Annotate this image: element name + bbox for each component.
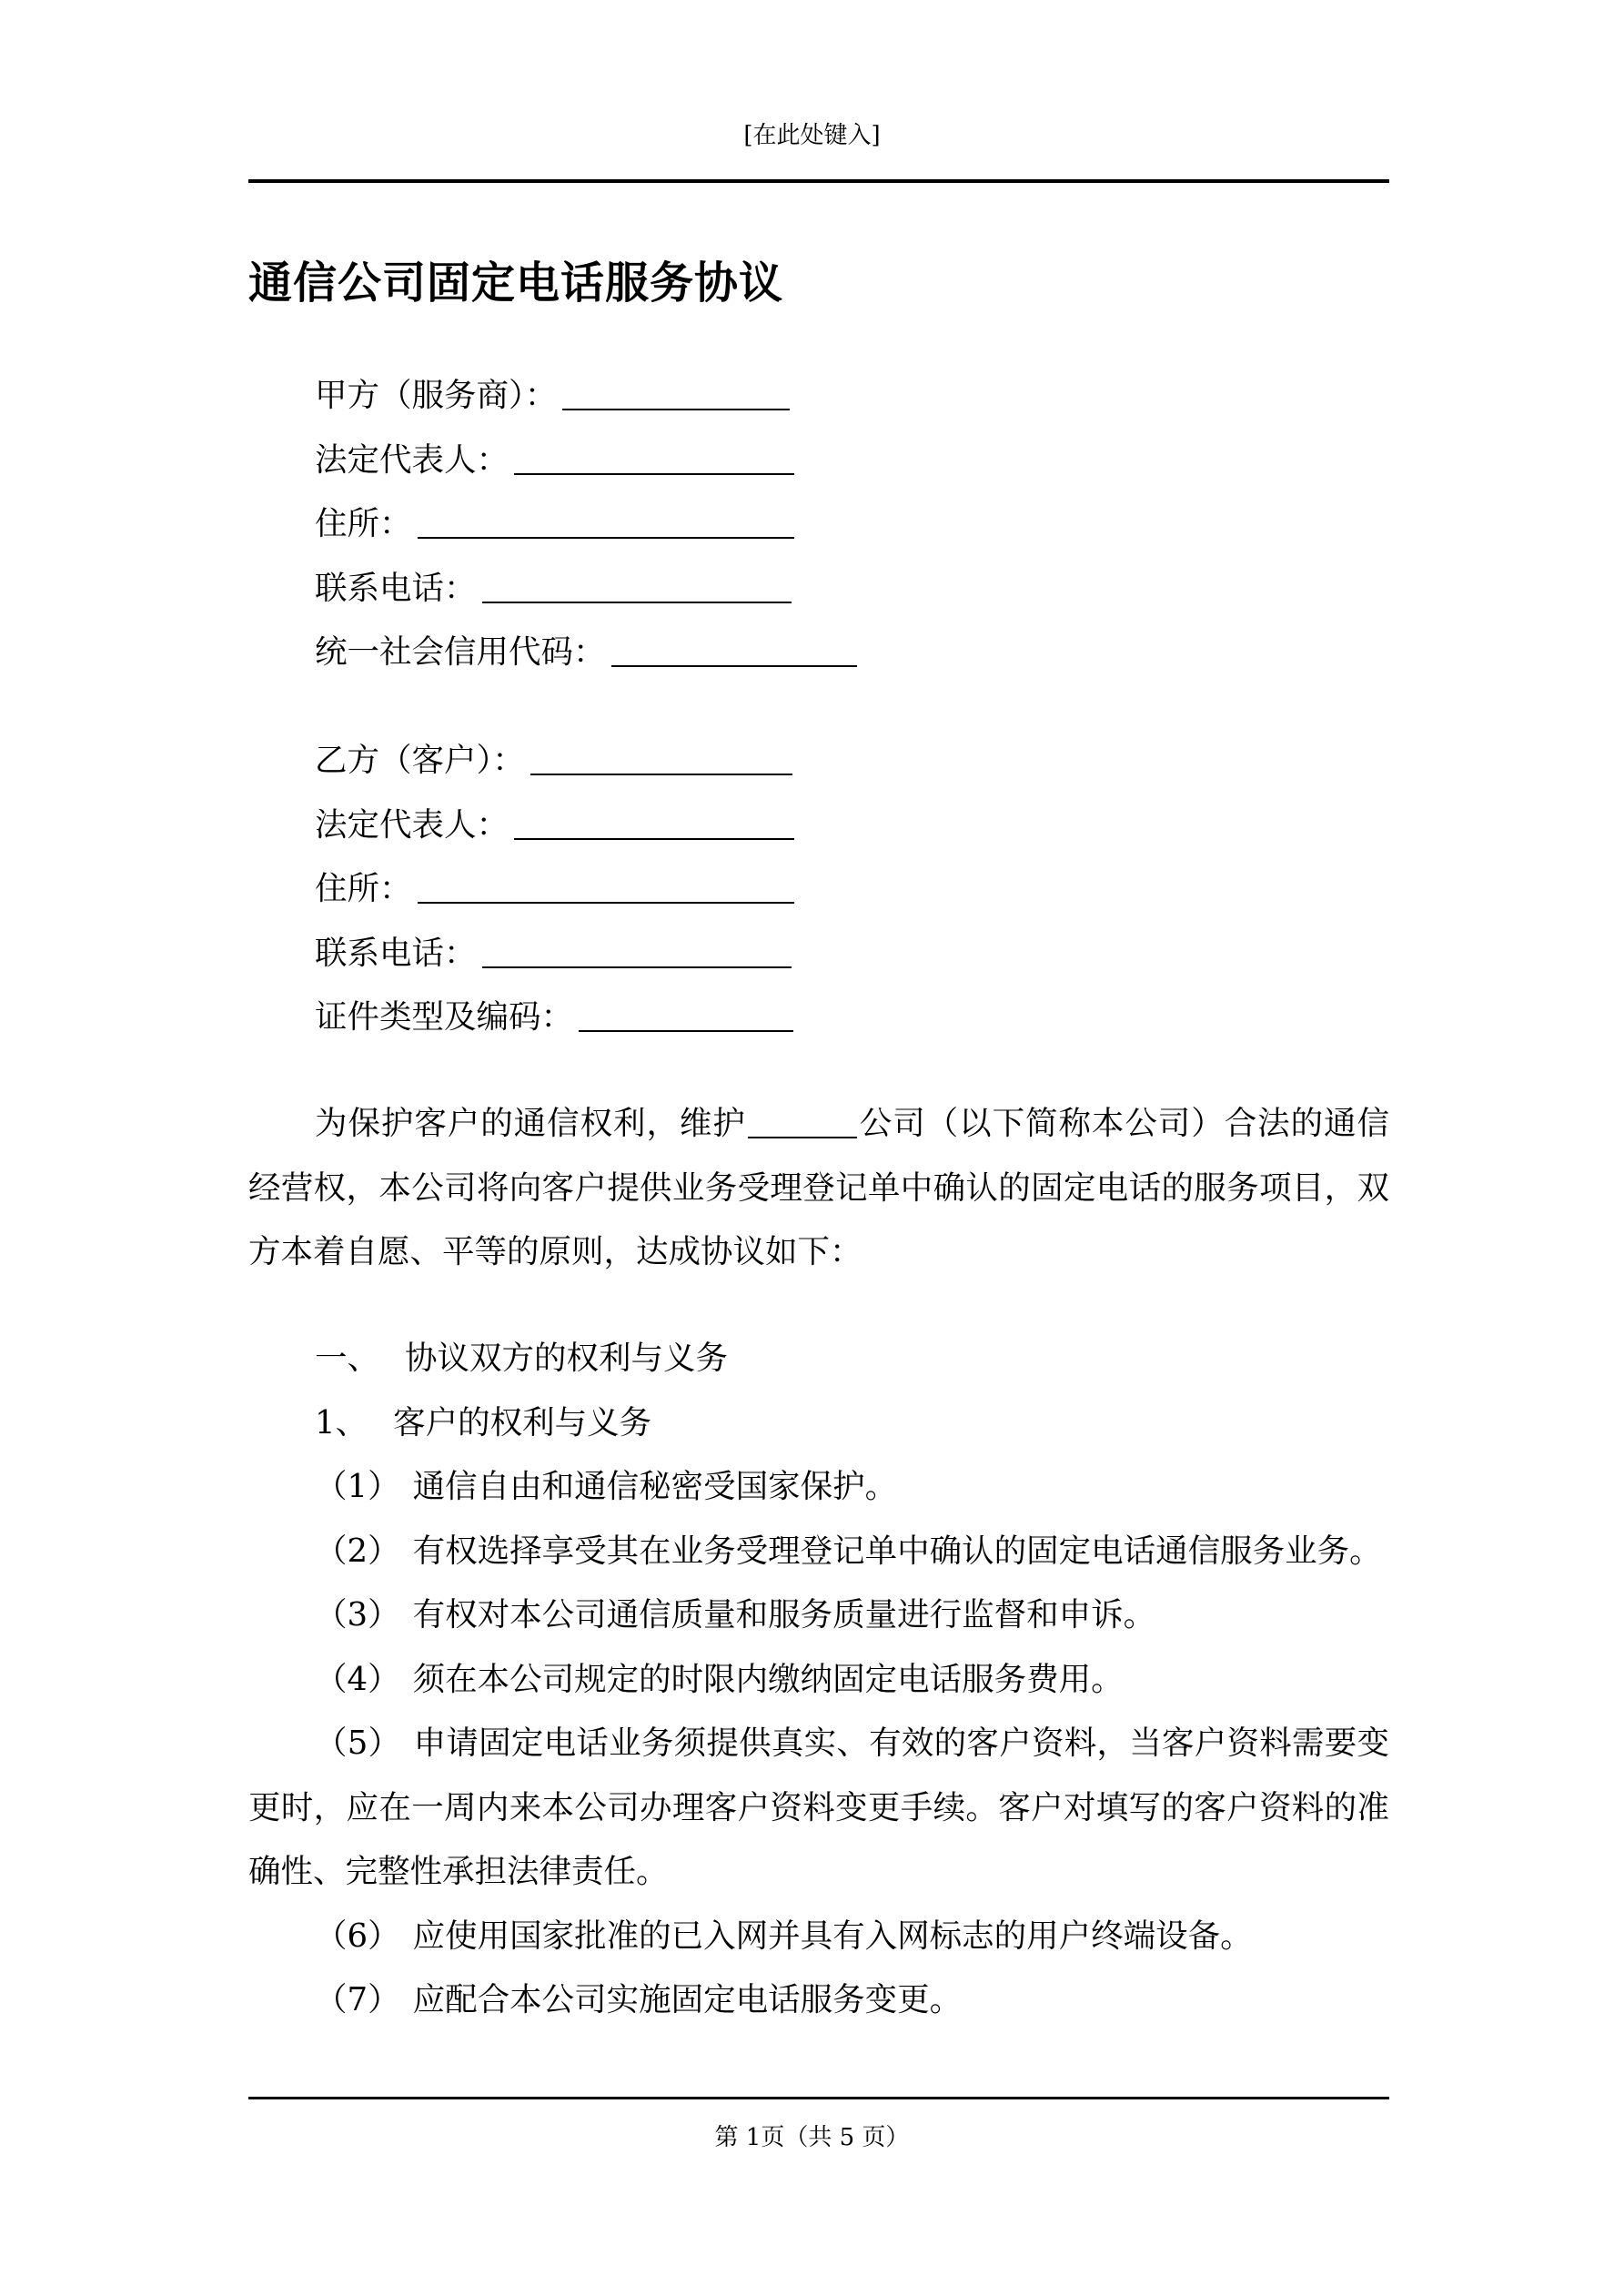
field-label: 住所： (315, 870, 412, 907)
item-text: 通信自由和通信秘密受国家保护。 (412, 1468, 898, 1505)
list-item (248, 1583, 1389, 1648)
list-item (248, 1520, 1389, 1584)
form-line (248, 986, 1389, 1050)
list-item (248, 1712, 1389, 1905)
footer-rule (248, 2097, 1389, 2099)
page-header[interactable]: [在此处键入] (743, 122, 881, 149)
list-item (248, 1648, 1389, 1713)
list-item (248, 1905, 1389, 1969)
intro-text-before: 为保护客户的通信权利，维护 (315, 1105, 746, 1142)
field-label: 证件类型及编码： (315, 998, 574, 1036)
form-line (248, 922, 1389, 986)
form-line (248, 364, 1389, 429)
list-item (248, 1455, 1389, 1520)
item-number: （5） (315, 1725, 401, 1762)
field-label: 联系电话： (315, 934, 477, 972)
section-title: 协议双方的权利与义务 (405, 1340, 729, 1377)
form-line (248, 857, 1389, 922)
section-heading (248, 1327, 1389, 1391)
blank-field[interactable] (418, 503, 794, 539)
item-number: （1） (315, 1468, 400, 1505)
item-text: 须在本公司规定的时限内缴纳固定电话服务费用。 (412, 1660, 1124, 1698)
blank-field[interactable] (530, 740, 792, 775)
item-number: （3） (315, 1596, 400, 1633)
blank-field[interactable] (514, 804, 794, 840)
item-text: 申请固定电话业务须提供真实、有效的客户资料，当客户资料需要变更时，应在一周内来本公司办理客户资料变更手续。客户对填写的客户资料的准确性、完整性承担法律责任。 (248, 1725, 1389, 1890)
field-label: 法定代表人： (315, 440, 509, 479)
blank-field[interactable] (579, 996, 793, 1032)
form-line (248, 729, 1389, 794)
party-b-form (248, 729, 1389, 1050)
item-number: （6） (315, 1917, 400, 1955)
blank-field[interactable] (482, 568, 792, 603)
form-line (248, 492, 1389, 557)
field-label: 法定代表人： (315, 805, 509, 844)
form-line (248, 557, 1389, 622)
intro-text-after: 公司（以下简称本公司）合法的通信经营权，本公司将向客户提供业务受理登记单中确认的固定电话的服务项目，双方本着自愿、平等的原则，达成协议如下： (248, 1105, 1389, 1270)
item-text: 有权选择享受其在业务受理登记单中确认的固定电话通信服务业务。 (412, 1532, 1382, 1570)
item-number: （7） (315, 1981, 400, 2018)
document-title: 通信公司固定电话服务协议 (248, 258, 784, 308)
form-line (248, 794, 1389, 858)
section-number: 一、 (315, 1340, 380, 1377)
form-line (248, 429, 1389, 493)
field-label: 住所： (315, 505, 412, 542)
item-number: （2） (315, 1532, 400, 1570)
item-text: 应配合本公司实施固定电话服务变更。 (412, 1981, 963, 2018)
blank-field[interactable] (611, 632, 857, 667)
blank-field[interactable] (418, 868, 794, 904)
item-number: （4） (315, 1660, 400, 1698)
page-footer: 第 1页（共 5 页） (714, 2124, 910, 2151)
blank-field[interactable] (482, 933, 792, 968)
field-label: 乙方（客户）： (315, 742, 525, 779)
item-text: 应使用国家批准的已入网并具有入网标志的用户终端设备。 (412, 1917, 1253, 1955)
list-item (248, 1968, 1389, 2033)
section-1 (248, 1327, 1389, 2033)
subsection-heading (248, 1391, 1389, 1456)
blank-field[interactable] (562, 375, 790, 410)
subsection-number: 1、 (315, 1403, 368, 1441)
form-line (248, 621, 1389, 685)
field-label: 甲方（服务商）： (315, 377, 558, 414)
blank-field[interactable] (514, 440, 794, 475)
subsection-title: 客户的权利与义务 (393, 1403, 652, 1441)
field-label: 统一社会信用代码： (315, 633, 606, 671)
item-text: 有权对本公司通信质量和服务质量进行监督和申诉。 (412, 1596, 1156, 1633)
intro-paragraph (248, 1092, 1389, 1285)
header-rule (248, 179, 1389, 183)
field-label: 联系电话： (315, 569, 477, 607)
company-blank[interactable] (748, 1103, 857, 1138)
party-a-form (248, 364, 1389, 685)
